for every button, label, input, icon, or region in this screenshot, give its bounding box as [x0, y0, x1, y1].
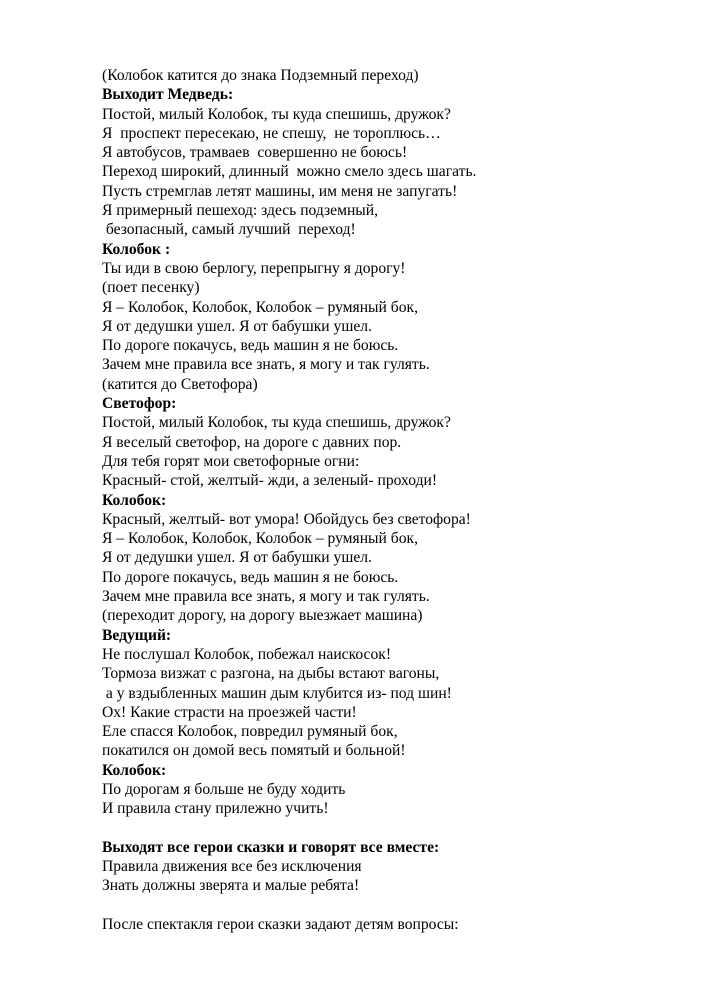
text-line: Для тебя горят мои светофорные огни:	[102, 452, 360, 470]
text-line: (Колобок катится до знака Подземный переход)	[102, 67, 419, 84]
text-line: По дороге покачусь, ведь машин я не боюсь.	[102, 568, 399, 586]
text-line: (поет песенку)	[102, 279, 200, 297]
text-line: Переход широкий, длинный можно смело здесь шагать.	[102, 163, 477, 181]
text-line: (катится до Светофора)	[102, 375, 258, 393]
text-line: покатился он домой весь помятый и больной!	[102, 742, 406, 760]
speaker-heading: Колобок:	[102, 761, 167, 779]
blank-line	[102, 819, 692, 838]
blank-line	[102, 896, 692, 915]
text-line: Не послушал Колобок, побежал наискосок!	[102, 645, 392, 663]
text-line: Красный, желтый- вот умора! Обойдусь без светофора!	[102, 510, 471, 528]
text-line: Я веселый светофор, на дороге с давних пор.	[102, 433, 402, 451]
speaker-heading: Ведущий:	[102, 626, 172, 644]
speaker-heading: Колобок:	[102, 491, 167, 509]
text-line: Постой, милый Колобок, ты куда спешишь, дружок?	[102, 105, 451, 123]
text-line: Я – Колобок, Колобок, Колобок – румяный бок,	[102, 530, 418, 548]
text-line: Зачем мне правила все знать, я могу и так гулять.	[102, 588, 430, 606]
speaker-heading: Колобок :	[102, 240, 171, 258]
text-line: Тормоза визжат с разгона, на дыбы встают вагоны,	[102, 665, 440, 683]
text-line: Я – Колобок, Колобок, Колобок – румяный бок,	[102, 298, 418, 316]
text-line: Я автобусов, трамваев совершенно не боюсь!	[102, 144, 408, 162]
text-line: Знать должны зверята и малые ребята!	[102, 877, 360, 895]
text-line: Постой, милый Колобок, ты куда спешишь, дружок?	[102, 414, 451, 432]
text-line: Зачем мне правила все знать, я могу и так гулять.	[102, 356, 430, 374]
text-line: Еле спасся Колобок, повредил румяный бок,	[102, 723, 398, 741]
text-line: Красный- стой, желтый- жди, а зеленый- проходи!	[102, 472, 438, 490]
text-line: а у вздыбленных машин дым клубится из- под шин!	[102, 684, 452, 702]
speaker-heading: Светофор:	[102, 395, 177, 413]
text-line: По дорогам я больше не буду ходить	[102, 780, 346, 798]
text-line: Я от дедушки ушел. Я от бабушки ушел.	[102, 549, 372, 567]
text-line: Пусть стремглав летят машины, им меня не запугать!	[102, 182, 458, 200]
text-line: Я проспект пересекаю, не спешу, не тороплюсь…	[102, 124, 441, 142]
speaker-heading: Выходит Медведь:	[102, 86, 234, 104]
text-line: безопасный, самый лучший переход!	[102, 221, 356, 239]
text-line: После спектакля герои сказки задают детям вопросы:	[102, 916, 459, 934]
text-line: Ты иди в свою берлогу, перепрыгну я дорогу!	[102, 259, 406, 277]
speaker-heading: Выходят все герои сказки и говорят все вместе:	[102, 838, 440, 856]
text-line: И правила стану прилежно учить!	[102, 800, 329, 818]
text-line: Ох! Какие страсти на проезжей части!	[102, 703, 357, 721]
document-page	[102, 66, 692, 934]
text-line: (переходит дорогу, на дорогу выезжает машина)	[102, 607, 423, 625]
text-line: По дороге покачусь, ведь машин я не боюсь.	[102, 337, 399, 355]
text-line: Я примерный пешеход: здесь подземный,	[102, 202, 379, 220]
text-line: Я от дедушки ушел. Я от бабушки ушел.	[102, 317, 372, 335]
text-line: Правила движения все без исключения	[102, 858, 362, 876]
